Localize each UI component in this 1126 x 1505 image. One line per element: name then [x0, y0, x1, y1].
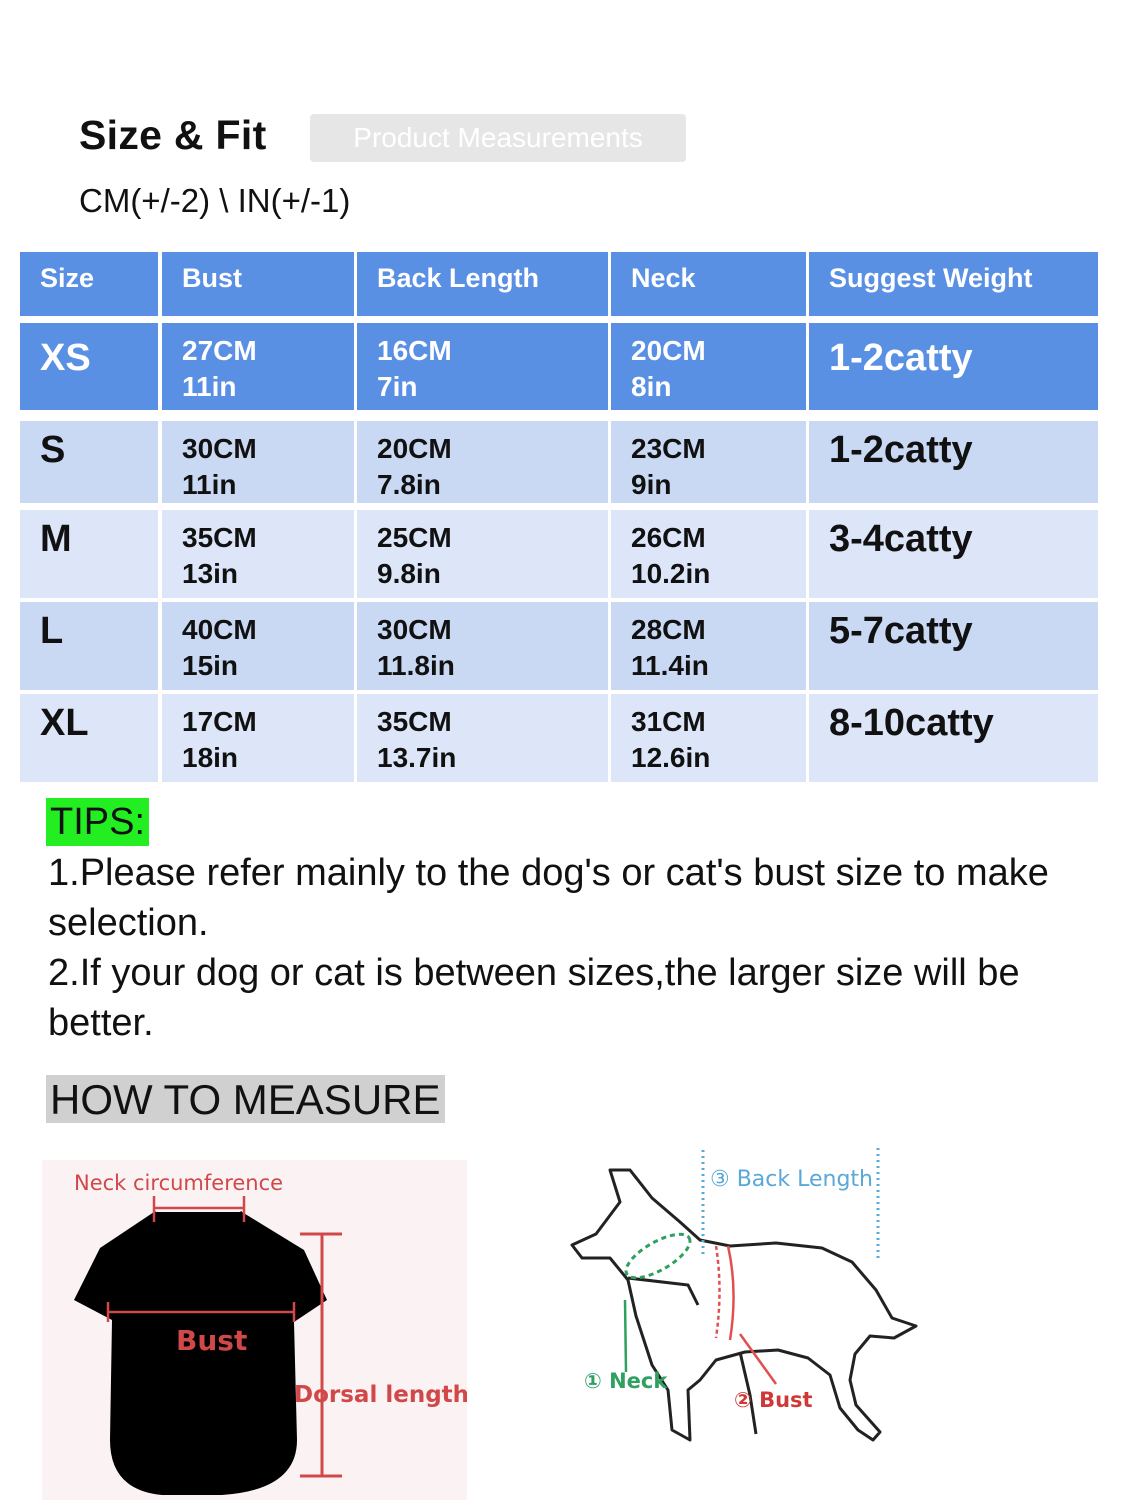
- measure-cell: [611, 694, 806, 782]
- measure-cell: [611, 602, 806, 690]
- in-value: 11.8in: [377, 650, 455, 681]
- weight-cell: 5-7catty: [809, 602, 1098, 690]
- shirt-bust-label: Bust: [176, 1324, 248, 1357]
- in-value: 9in: [631, 469, 672, 500]
- in-value: 13.7in: [377, 742, 457, 773]
- cm-value: 20CM: [377, 433, 452, 464]
- dog-measure-diagram: [540, 1140, 960, 1470]
- dog-back-length-label: ③ Back Length: [710, 1167, 874, 1192]
- in-value: 15in: [182, 650, 239, 681]
- product-measurements-badge: Product Measurements: [310, 114, 686, 162]
- shirt-measure-diagram: [42, 1160, 467, 1500]
- dog-bust-label: ② Bust: [734, 1388, 813, 1412]
- measure-cell: [611, 421, 806, 503]
- measure-cell: [162, 323, 354, 410]
- size-cell: L: [20, 602, 158, 690]
- bust-ring-right: [728, 1246, 734, 1340]
- tips-label: TIPS:: [46, 798, 149, 846]
- tip-2: 2.If your dog or cat is between sizes,the larger size will be better.: [48, 952, 1020, 1044]
- cm-value: 17CM: [182, 706, 257, 737]
- cm-value: 35CM: [182, 522, 257, 553]
- weight-cell: 1-2catty: [809, 323, 1098, 410]
- cm-value: 30CM: [377, 614, 452, 645]
- weight-cell: 3-4catty: [809, 510, 1098, 598]
- measure-cell: [357, 323, 608, 410]
- in-value: 13in: [182, 558, 239, 589]
- weight-cell: 1-2catty: [809, 421, 1098, 503]
- cm-value: 40CM: [182, 614, 257, 645]
- in-value: 7.8in: [377, 469, 441, 500]
- neck-ring: [620, 1226, 696, 1286]
- measure-cell: [357, 421, 608, 503]
- cm-value: 23CM: [631, 433, 706, 464]
- measure-cell: [162, 694, 354, 782]
- in-value: 9.8in: [377, 558, 441, 589]
- measure-cell: [162, 510, 354, 598]
- weight-cell: 8-10catty: [809, 694, 1098, 782]
- cm-value: 30CM: [182, 433, 257, 464]
- in-value: 12.6in: [631, 742, 711, 773]
- tip-1: 1.Please refer mainly to the dog's or cat's bust size to make selection.: [48, 852, 1049, 944]
- column-header: Neck: [611, 252, 806, 316]
- in-value: 7in: [377, 371, 418, 402]
- cm-value: 28CM: [631, 614, 706, 645]
- dorsal-length-label: Dorsal length: [294, 1382, 467, 1408]
- cm-value: 31CM: [631, 706, 706, 737]
- in-value: 11in: [182, 371, 237, 402]
- column-header: Suggest Weight: [809, 252, 1098, 316]
- cm-value: 35CM: [377, 706, 452, 737]
- size-cell: M: [20, 510, 158, 598]
- page-title: Size & Fit: [79, 112, 267, 158]
- measure-cell: [357, 510, 608, 598]
- measure-cell: [162, 602, 354, 690]
- in-value: 18in: [182, 742, 239, 773]
- cm-value: 25CM: [377, 522, 452, 553]
- column-header: Back Length: [357, 252, 608, 316]
- size-cell: S: [20, 421, 158, 503]
- dog-illustration: [540, 1140, 960, 1470]
- size-cell: XS: [20, 323, 158, 410]
- in-value: 8in: [631, 371, 672, 402]
- size-cell: XL: [20, 694, 158, 782]
- column-header: Bust: [162, 252, 354, 316]
- how-to-measure-heading: HOW TO MEASURE: [46, 1075, 445, 1123]
- dog-neck-label: ① Neck: [584, 1369, 668, 1393]
- measure-cell: [357, 694, 608, 782]
- cm-value: 16CM: [377, 335, 452, 366]
- cm-value: 26CM: [631, 522, 706, 553]
- measure-cell: [611, 510, 806, 598]
- neck-circumference-label: Neck circumference: [74, 1171, 284, 1195]
- measure-cell: [611, 323, 806, 410]
- measure-cell: [357, 602, 608, 690]
- cm-value: 20CM: [631, 335, 706, 366]
- bust-ring-left: [716, 1246, 720, 1338]
- in-value: 11in: [182, 469, 237, 500]
- tolerance-note: CM(+/-2) \ IN(+/-1): [79, 182, 351, 219]
- shirt-illustration: [42, 1160, 467, 1500]
- measure-cell: [162, 421, 354, 503]
- column-header: Size: [20, 252, 158, 316]
- in-value: 10.2in: [631, 558, 711, 589]
- cm-value: 27CM: [182, 335, 257, 366]
- in-value: 11.4in: [631, 650, 709, 681]
